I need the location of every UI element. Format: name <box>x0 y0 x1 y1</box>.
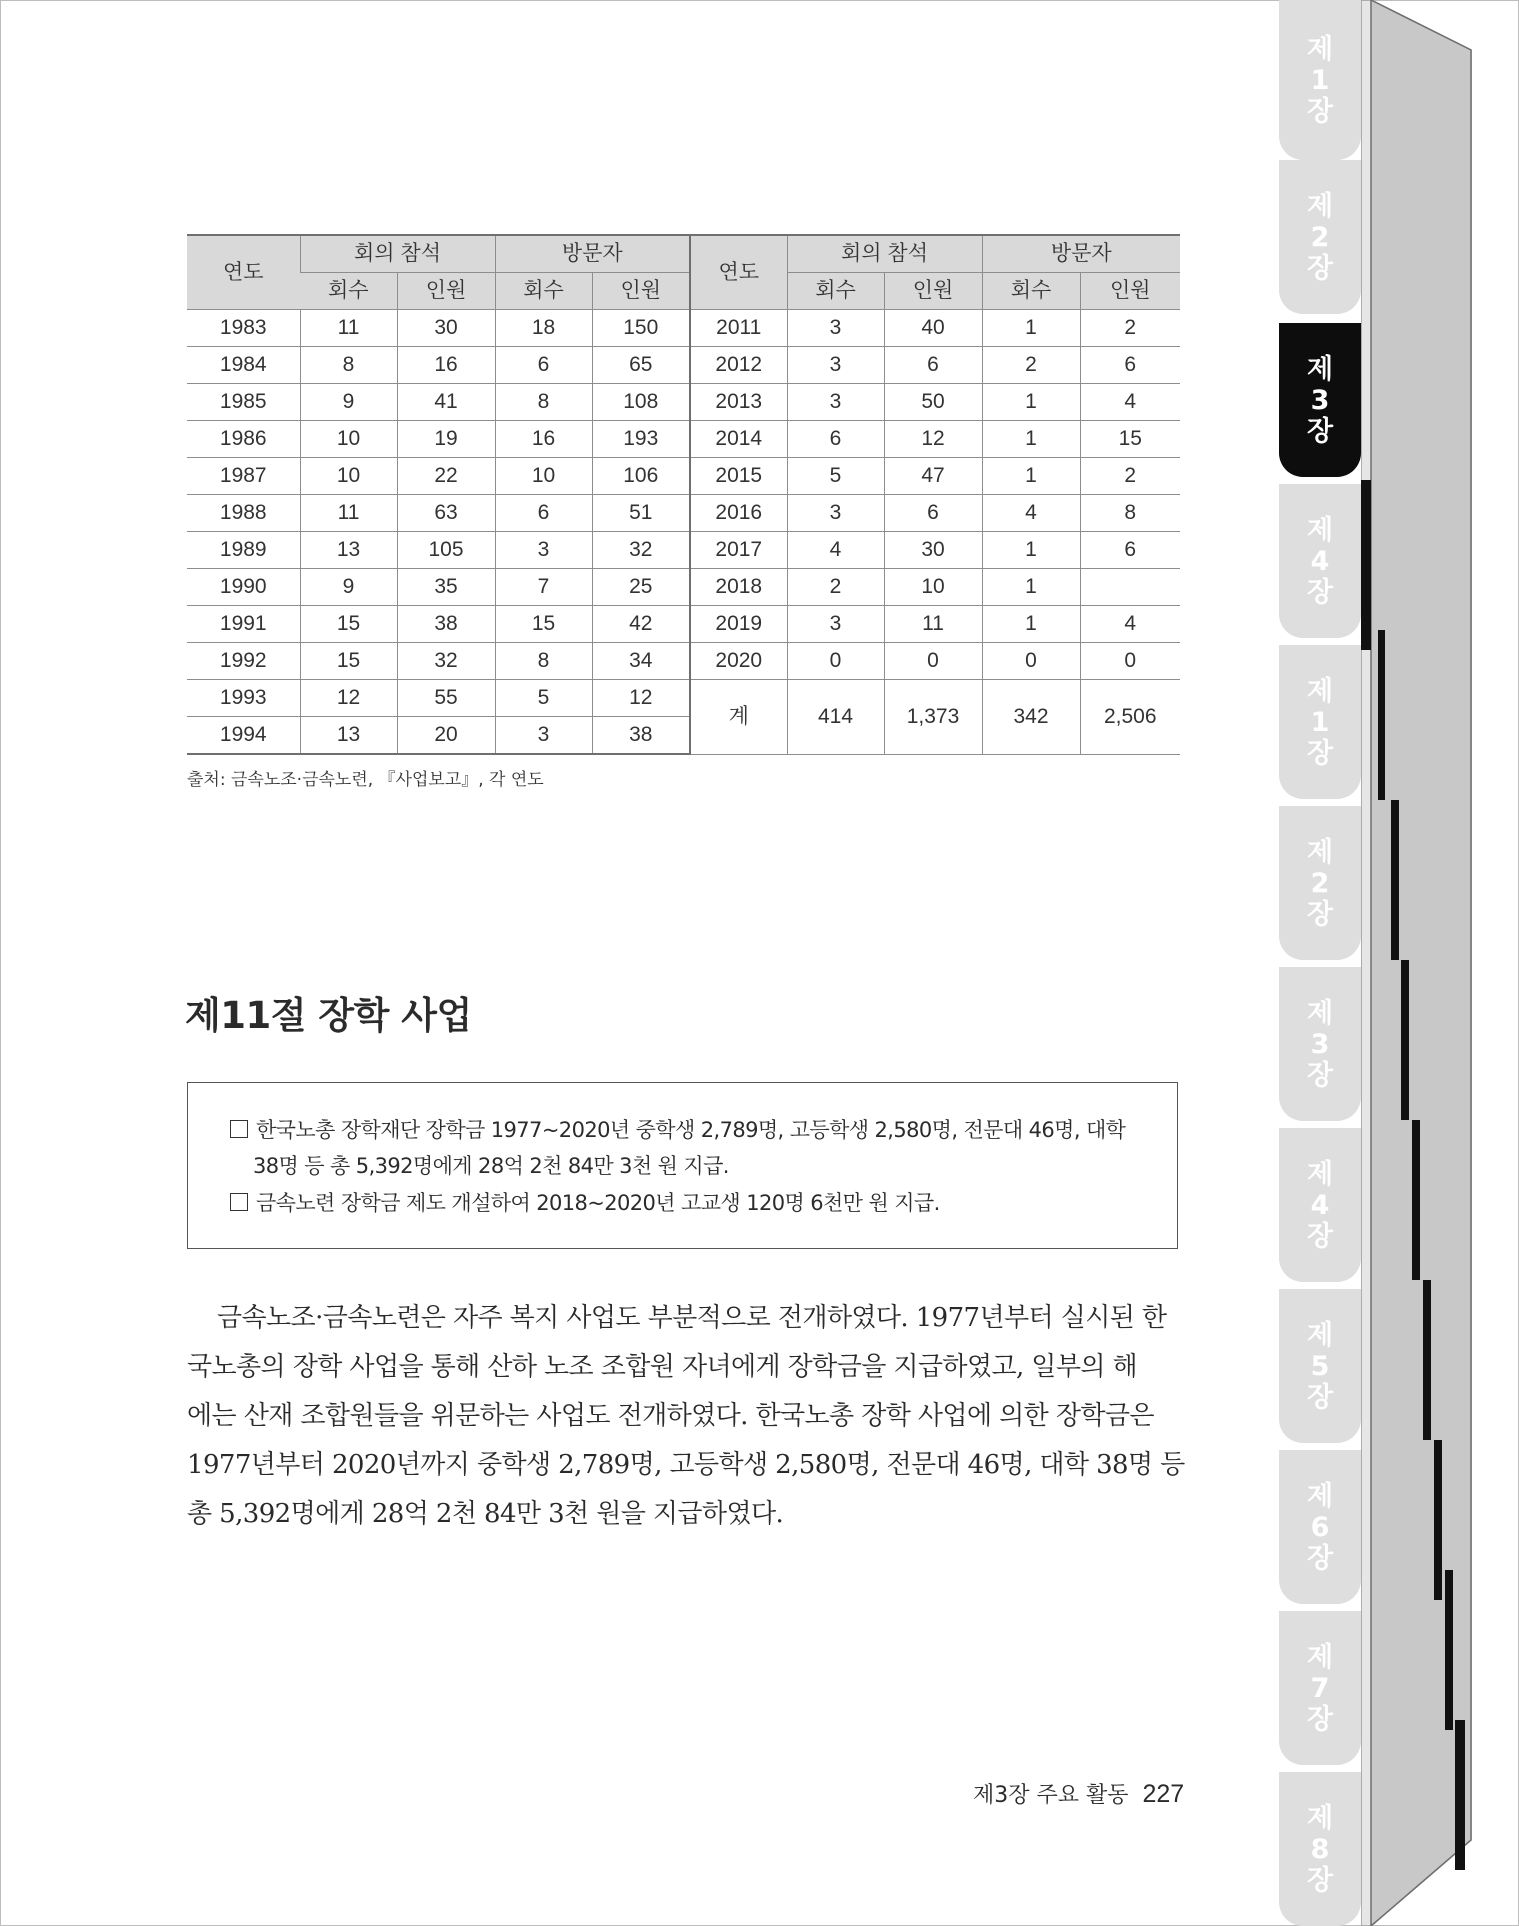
total-visit-people: 2,506 <box>1080 680 1180 755</box>
table-cell: 1983 <box>187 310 300 347</box>
tab-label: 제 7 장 <box>1306 1641 1334 1735</box>
checkbox-square-icon <box>230 1120 248 1138</box>
header-count: 회수 <box>787 273 884 310</box>
chapter-tab[interactable] <box>1279 1289 1361 1443</box>
tab-label: 제 1 장 <box>1306 33 1334 127</box>
table-cell: 1 <box>982 606 1080 643</box>
checkbox-square-icon <box>230 1193 248 1211</box>
table-cell: 4 <box>982 495 1080 532</box>
summary-box <box>187 1082 1178 1249</box>
table-subheader-row <box>187 273 1180 310</box>
table-cell: 55 <box>397 680 495 717</box>
table-cell: 2015 <box>690 458 787 495</box>
table-cell: 8 <box>495 643 592 680</box>
table-cell: 1986 <box>187 421 300 458</box>
tab-label: 제 6 장 <box>1306 1480 1334 1574</box>
table-cell: 10 <box>300 458 397 495</box>
table-cell: 5 <box>495 680 592 717</box>
table-cell: 47 <box>884 458 982 495</box>
table-cell: 19 <box>397 421 495 458</box>
table-cell: 6 <box>495 495 592 532</box>
table-cell: 2013 <box>690 384 787 421</box>
statistics-table <box>187 234 1180 755</box>
table-cell <box>1080 569 1180 606</box>
table-cell: 25 <box>592 569 690 606</box>
header-count: 회수 <box>495 273 592 310</box>
total-meet-count: 414 <box>787 680 884 755</box>
table-cell: 50 <box>884 384 982 421</box>
table-cell: 1984 <box>187 347 300 384</box>
table-cell: 3 <box>495 532 592 569</box>
table-cell: 20 <box>397 717 495 755</box>
table-cell: 1994 <box>187 717 300 755</box>
table-cell: 1989 <box>187 532 300 569</box>
table-cell: 0 <box>982 643 1080 680</box>
total-visit-count: 342 <box>982 680 1080 755</box>
table-cell: 1 <box>982 384 1080 421</box>
table-cell: 11 <box>300 310 397 347</box>
table-cell: 0 <box>787 643 884 680</box>
table-cell: 2018 <box>690 569 787 606</box>
total-label: 계 <box>690 680 787 755</box>
header-count: 회수 <box>982 273 1080 310</box>
chapter-tab[interactable] <box>1279 1450 1361 1604</box>
table-cell: 10 <box>884 569 982 606</box>
table-cell: 1 <box>982 421 1080 458</box>
table-cell: 15 <box>495 606 592 643</box>
page-number: 227 <box>1142 1780 1185 1808</box>
table-source: 출처: 금속노조·금속노련, 『사업보고』, 각 연도 <box>187 770 544 790</box>
table-row <box>187 347 1180 384</box>
header-people: 인원 <box>397 273 495 310</box>
summary-item <box>230 1187 940 1217</box>
header-year: 연도 <box>187 235 300 310</box>
table-cell: 22 <box>397 458 495 495</box>
table-cell: 2020 <box>690 643 787 680</box>
header-meeting: 회의 참석 <box>787 235 982 273</box>
table-cell: 5 <box>787 458 884 495</box>
table-cell: 1992 <box>187 643 300 680</box>
footer-chapter: 제3장 주요 활동 <box>973 1783 1129 1808</box>
body-line: 국노총의 장학 사업을 통해 산하 노조 조합원 자녀에게 장학금을 지급하였고, 일부의 해 <box>187 1352 1138 1382</box>
table-cell: 35 <box>397 569 495 606</box>
header-people: 인원 <box>884 273 982 310</box>
table-row <box>187 458 1180 495</box>
table-cell: 18 <box>495 310 592 347</box>
table-cell: 3 <box>787 310 884 347</box>
chapter-tab[interactable] <box>1279 484 1361 638</box>
table-cell: 65 <box>592 347 690 384</box>
table-cell: 9 <box>300 384 397 421</box>
table-cell: 8 <box>495 384 592 421</box>
table-cell: 15 <box>1080 421 1180 458</box>
table-cell: 7 <box>495 569 592 606</box>
table-cell: 38 <box>397 606 495 643</box>
tab-edge-markers <box>1361 0 1519 1926</box>
body-line: 총 5,392명에게 28억 2천 84만 3천 원을 지급하였다. <box>187 1499 784 1529</box>
summary-item <box>230 1114 1125 1144</box>
tab-label: 제 2 장 <box>1306 836 1334 930</box>
body-line: 에는 산재 조합원들을 위문하는 사업도 전개하였다. 한국노총 장학 사업에 의한 장학금은 <box>187 1401 1154 1431</box>
header-visitor: 방문자 <box>495 235 690 273</box>
table-cell: 2011 <box>690 310 787 347</box>
summary-text: 금속노련 장학금 제도 개설하여 2018~2020년 고교생 120명 6천만 원 지급. <box>256 1191 940 1215</box>
header-visitor: 방문자 <box>982 235 1180 273</box>
header-people: 인원 <box>1080 273 1180 310</box>
table-cell: 16 <box>397 347 495 384</box>
table-row <box>187 569 1180 606</box>
chapter-tab[interactable] <box>1279 967 1361 1121</box>
table-row <box>187 643 1180 680</box>
table-cell: 1 <box>982 458 1080 495</box>
table-cell: 1 <box>982 569 1080 606</box>
body-line: 금속노조·금속노련은 자주 복지 사업도 부분적으로 전개하였다. 1977년부터 실시된 한 <box>217 1303 1167 1333</box>
table-cell: 8 <box>300 347 397 384</box>
table-cell: 105 <box>397 532 495 569</box>
header-year: 연도 <box>690 235 787 310</box>
summary-text: 38명 등 총 5,392명에게 28억 2천 84만 3천 원 지급. <box>253 1154 729 1178</box>
tab-label: 제 1 장 <box>1306 675 1334 769</box>
table-cell: 10 <box>300 421 397 458</box>
chapter-tab[interactable] <box>1279 0 1361 160</box>
table-header-row <box>187 235 1180 273</box>
table-cell: 2019 <box>690 606 787 643</box>
table-cell: 6 <box>495 347 592 384</box>
table-cell: 32 <box>397 643 495 680</box>
table-cell: 3 <box>787 606 884 643</box>
total-meet-people: 1,373 <box>884 680 982 755</box>
table-row <box>187 384 1180 421</box>
table-cell: 6 <box>884 347 982 384</box>
table-cell: 15 <box>300 606 397 643</box>
table-cell: 2016 <box>690 495 787 532</box>
table-cell: 1988 <box>187 495 300 532</box>
table-cell: 30 <box>884 532 982 569</box>
table-cell: 16 <box>495 421 592 458</box>
table-cell: 41 <box>397 384 495 421</box>
table-cell: 1 <box>982 310 1080 347</box>
table-cell: 40 <box>884 310 982 347</box>
table-cell: 13 <box>300 532 397 569</box>
table-cell: 108 <box>592 384 690 421</box>
table-row <box>187 495 1180 532</box>
chapter-tab[interactable] <box>1279 323 1361 477</box>
chapter-tab[interactable] <box>1279 806 1361 960</box>
table-row <box>187 310 1180 347</box>
tab-label: 제 3 장 <box>1306 997 1334 1091</box>
table-cell: 12 <box>884 421 982 458</box>
table-cell: 51 <box>592 495 690 532</box>
table-cell: 193 <box>592 421 690 458</box>
table-cell: 34 <box>592 643 690 680</box>
header-count: 회수 <box>300 273 397 310</box>
table-cell: 3 <box>787 347 884 384</box>
table-cell: 1993 <box>187 680 300 717</box>
table-cell: 11 <box>300 495 397 532</box>
table-cell: 2 <box>787 569 884 606</box>
table-cell: 1985 <box>187 384 300 421</box>
table-cell: 150 <box>592 310 690 347</box>
table-cell: 4 <box>787 532 884 569</box>
table-cell: 2 <box>1080 458 1180 495</box>
table-cell: 2 <box>1080 310 1180 347</box>
page-footer <box>973 1778 1184 1809</box>
table-cell: 1990 <box>187 569 300 606</box>
table-cell: 10 <box>495 458 592 495</box>
table-cell: 8 <box>1080 495 1180 532</box>
table-cell: 12 <box>300 680 397 717</box>
body-line: 1977년부터 2020년까지 중학생 2,789명, 고등학생 2,580명, 전문대 46명, 대학 38명 등 <box>187 1450 1185 1480</box>
tab-label: 제 3 장 <box>1306 353 1334 447</box>
table-cell: 38 <box>592 717 690 755</box>
table-cell: 9 <box>300 569 397 606</box>
table-cell: 3 <box>787 384 884 421</box>
chapter-tab[interactable] <box>1279 1128 1361 1282</box>
summary-text: 한국노총 장학재단 장학금 1977~2020년 중학생 2,789명, 고등학생 2,580명, 전문대 46명, 대학 <box>256 1118 1126 1142</box>
table-cell: 6 <box>1080 532 1180 569</box>
table-cell: 63 <box>397 495 495 532</box>
chapter-tab[interactable] <box>1279 1772 1361 1926</box>
section-title: 제11절 장학 사업 <box>185 994 472 1037</box>
table-row <box>187 421 1180 458</box>
tab-label: 제 4 장 <box>1306 514 1334 608</box>
tab-label: 제 5 장 <box>1306 1319 1334 1413</box>
table-cell: 4 <box>1080 384 1180 421</box>
table-cell: 2012 <box>690 347 787 384</box>
table-cell: 6 <box>787 421 884 458</box>
header-meeting: 회의 참석 <box>300 235 495 273</box>
chapter-tab[interactable] <box>1279 1611 1361 1765</box>
table-cell: 42 <box>592 606 690 643</box>
tab-label: 제 2 장 <box>1306 190 1334 284</box>
table-cell: 3 <box>787 495 884 532</box>
table-cell: 32 <box>592 532 690 569</box>
chapter-tab[interactable] <box>1279 160 1361 314</box>
table-cell: 0 <box>1080 643 1180 680</box>
summary-item-continued <box>253 1150 729 1180</box>
table-cell: 1987 <box>187 458 300 495</box>
table-row <box>187 532 1180 569</box>
table-cell: 6 <box>884 495 982 532</box>
table-cell: 2014 <box>690 421 787 458</box>
table-row <box>187 680 1180 717</box>
table-cell: 30 <box>397 310 495 347</box>
table-cell: 2017 <box>690 532 787 569</box>
table-cell: 3 <box>495 717 592 755</box>
chapter-tab[interactable] <box>1279 645 1361 799</box>
table-cell: 15 <box>300 643 397 680</box>
table-cell: 11 <box>884 606 982 643</box>
table-cell: 13 <box>300 717 397 755</box>
table-cell: 106 <box>592 458 690 495</box>
table-cell: 4 <box>1080 606 1180 643</box>
header-people: 인원 <box>592 273 690 310</box>
tab-label: 제 4 장 <box>1306 1158 1334 1252</box>
table-cell: 1 <box>982 532 1080 569</box>
table-cell: 12 <box>592 680 690 717</box>
table-cell: 2 <box>982 347 1080 384</box>
tab-label: 제 8 장 <box>1306 1802 1334 1896</box>
table-cell: 0 <box>884 643 982 680</box>
table-cell: 6 <box>1080 347 1180 384</box>
table-row <box>187 606 1180 643</box>
table-cell: 1991 <box>187 606 300 643</box>
